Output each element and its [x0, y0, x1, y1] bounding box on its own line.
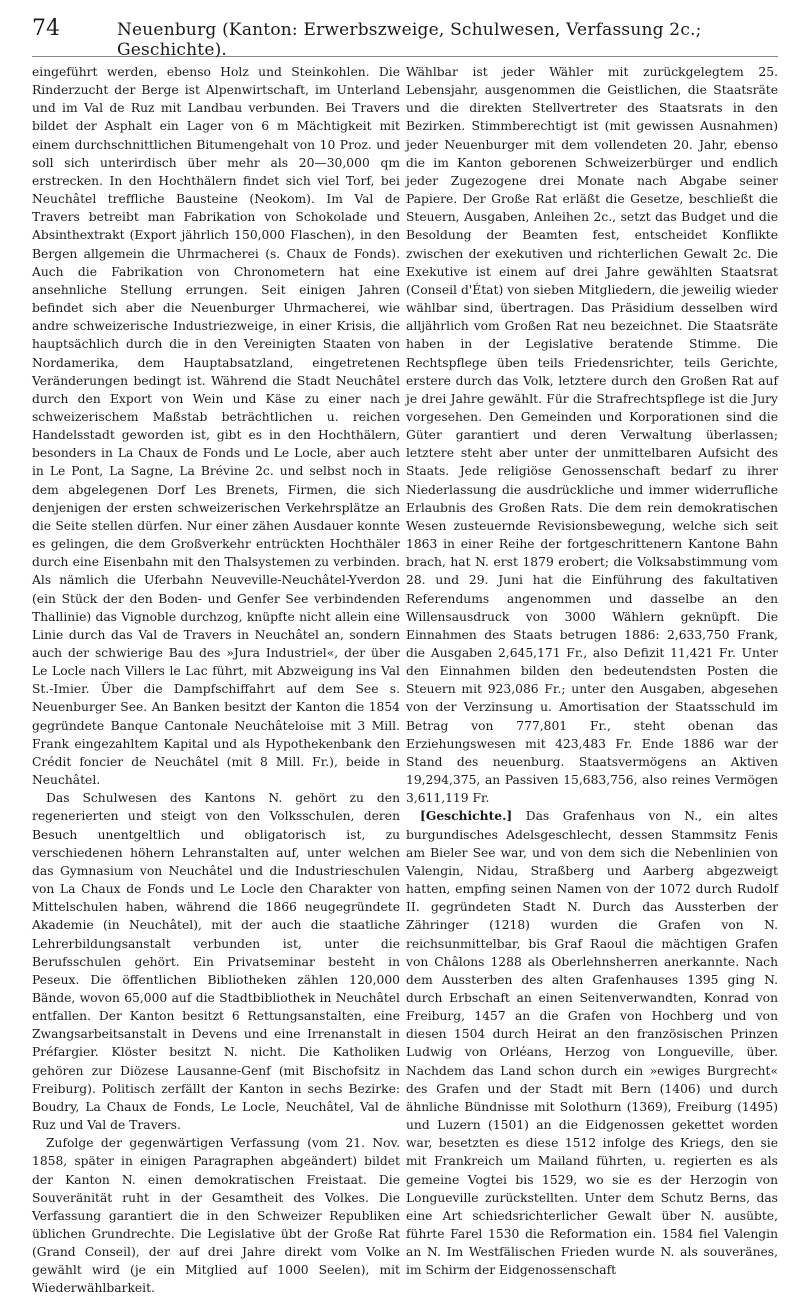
- paragraph-history: [406, 807, 778, 1279]
- left-column: [32, 63, 400, 1298]
- right-column: [406, 63, 778, 1298]
- paragraph-government: Wählbar ist jeder Wähler mit zurückgelegtem 25. Lebensjahr, ausgenommen die Geistlichen, die Staatsräte und die direkten Stellvertreter des Staatsrats in den Bezirken. Stimmberechtigt ist (mit gewissen Ausnahmen) jeder Neuenburger mit dem vollendeten 20. Jahr, ebenso die im Kanton geborenen Schweizerbürger und endlich jeder Zugezogene drei Monate nach Abgabe seiner Papiere. Der Große Rat erläßt die Gesetze, beschließt die Steuern, Ausgaben, Anleihen 2c., setzt das Budget und die Besoldung der Beamten fest, entscheidet Konflikte zwischen der exekutiven und richterlichen Gewalt 2c. Die Exekutive ist einem auf drei Jahre gewählten Staatsrat (Conseil d'État) von sieben Mitgliedern, die jeweilig wieder wählbar sind, übertragen. Das Präsidium desselben wird alljährlich vom Großen Rat neu bezeichnet. Die Staatsräte haben in der Legislative beratende Stimme. Die Rechtspflege üben teils Friedensrichter, teils Gerichte, erstere durch das Volk, letztere durch den Großen Rat auf je drei Jahre gewählt. Für die Strafrechtspflege ist die Jury vorgesehen. Den Gemeinden und Korporationen sind die Güter garantiert und deren Verwaltung überlassen; letztere steht aber unter der unmittelbaren Aufsicht des Staats. Jede religiöse Genossenschaft bedarf zu ihrer Niederlassung die ausdrückliche und immer widerrufliche Erlaubnis des Großen Rats. Die dem rein demokratischen Wesen zusteuernde Revisionsbewegung, welche sich seit 1863 in einer Reihe der fortgeschrittenern Kantone Bahn brach, hat N. erst 1879 erobert; die Volksabstimmung vom 28. und 29. Juni hat die Einführung des fakultativen Referendums angenommen und dasselbe an den Willensausdruck von 3000 Wählern geknüpft. Die Einnahmen des Staats betrugen 1886: 2,633,750 Frank, die Ausgaben 2,645,171 Fr., also Defizit 11,421 Fr. Unter den Einnahmen bilden den bedeutendsten Posten die Steuern mit 923,086 Fr.; unter den Ausgaben, abgesehen von der Verzinsung u. Amortisation der Staatsschuld im Betrag von 777,801 Fr., steht obenan das Erziehungswesen mit 423,483 Fr. Ende 1886 war der Stand des neuenburg. Staatsvermögens an Aktiven 19,294,375, an Passiven 15,683,756, also reines Vermögen 3,611,119 Fr.: [406, 65, 778, 806]
- paragraph-constitution: Zufolge der gegenwärtigen Verfassung (vom 21. Nov. 1858, später in einigen Paragraphen abgeändert) bildet der Kanton N. einen demokratischen Freistaat. Die Souveränität ruht in der Gesamtheit des Volkes. Die Verfassung garantiert die in den Schweizer Republiken üblichen Grundrechte. Die Legislative übt der Große Rat (Grand Conseil), der auf drei Jahre direkt vom Volke gewählt wird (je ein Mitglied auf 1000 Seelen), mit Wiederwählbarkeit.: [32, 1136, 400, 1296]
- text-columns: [32, 63, 778, 1298]
- section-label-history: [Geschichte.]: [420, 808, 513, 824]
- paragraph-education: Das Schulwesen des Kantons N. gehört zu den regenerierten und steigt von den Volksschulen, deren Besuch unentgeltlich und obligatorisch ist, zu verschiedenen höhern Lehranstalten auf, unter welchen das Gymnasium von Neuchâtel und die Industrieschulen von La Chaux de Fonds und Le Locle den Charakter von Mittelschulen haben, während die 1866 neugegründete Akademie (in Neuchâtel), mit der auch die staatliche Lehrerbildungsanstalt verbunden ist, unter die Berufsschulen gehört. Ein Privatseminar besteht in Peseux. Die öffentlichen Bibliotheken zählen 120,000 Bände, wovon 65,000 auf die Stadtbibliothek in Neuchâtel entfallen. Der Kanton besitzt 6 Rettungsanstalten, eine Zwangsarbeitsanstalt in Devens und eine Irrenanstalt in Préfargier. Klöster besitzt N. nicht. Die Katholiken gehören zur Diözese Lausanne-Genf (mit Bischofsitz in Freiburg). Politisch zerfällt der Kanton in sechs Bezirke: Boudry, La Chaux de Fonds, Le Locle, Neuchâtel, Val de Ruz und Val de Travers.: [32, 791, 400, 1133]
- running-head-title: Neuenburg (Kanton: Erwerbszweige, Schulwesen, Verfassung 2c.; Geschichte).: [116, 20, 702, 60]
- page-number: 74: [32, 16, 60, 41]
- running-header: [32, 16, 778, 60]
- paragraph-economy: eingeführt werden, ebenso Holz und Steinkohlen. Die Rinderzucht der Berge ist Alpenwirtschaft, im Unterland und im Val de Ruz mit Landbau verbunden. Bei Travers bildet der Asphalt ein Lager von 6 m Mächtigkeit mit einem durchschnittlichen Bitumengehalt von 10 Proz. und soll sich unterirdisch über mehr als 20—30,000 qm erstrecken. In den Hochthälern findet sich viel Torf, bei Neuchâtel treffliche Bausteine (Neokom). Im Val de Travers betreibt man Fabrikation von Schokolade und Absinthextrakt (Export jährlich 150,000 Flaschen), in den Bergen allgemein die Uhrmacherei (s. Chaux de Fonds). Auch die Fabrikation von Chronometern hat eine ansehnliche Stellung errungen. Seit einigen Jahren befindet sich aber die Neuenburger Uhrmacherei, wie andre schweizerische Industriezweige, in einer Krisis, die hauptsächlich durch die in den Vereinigten Staaten von Nordamerika, dem Hauptabsatzland, eingetretenen Veränderungen bedingt ist. Während die Stadt Neuchâtel durch den Export von Wein und Käse zu einer nach schweizerischem Maßstab beträchtlichen u. reichen Handelsstadt geworden ist, gibt es in den Hochthälern, besonders in La Chaux de Fonds und Le Locle, aber auch in Le Pont, La Sagne, La Brévine 2c. und selbst noch in dem abgelegenen Dorf Les Brenets, Firmen, die sich denjenigen der ersten schweizerischen Verkehrsplätze an die Seite stellen dürfen. Nur einer zähen Ausdauer konnte es gelingen, die dem Großverkehr entrückten Hochthäler durch eine Eisenbahn mit den Thalsystemen zu verbinden. Als nämlich die Uferbahn Neuveville-Neuchâtel-Yverdon (ein Stück der den Boden- und Genfer See verbindenden Thallinie) das Vignoble durchzog, knüpfte nicht allein eine Linie durch das Val de Travers in Neuchâtel an, sondern auch der schwierige Bau des »Jura Industriel«, der über Le Locle nach Villers le Lac führt, mit Abzweigung ins Val St.-Imier. Über die Dampfschiffahrt auf dem See s. Neuenburger See. An Banken besitzt der Kanton die 1854 gegründete Banque Cantonale Neuchâteloise mit 3 Mill. Frank eingezahltem Kapital und als Hypothekenbank den Crédit foncier de Neuchâtel (mit 8 Mill. Fr.), beide in Neuchâtel.: [32, 65, 400, 788]
- history-text: Das Grafenhaus von N., ein altes burgundisches Adelsgeschlecht, dessen Stammsitz Fenis am Bieler See war, und von dem sich die Nebenlinien von Valengin, Nidau, Straßberg und Aarberg abgezweigt hatten, empfing seinen Namen von der 1072 durch Rudolf II. gegründeten Stadt N. Durch das Aussterben der Zähringer (1218) wurden die Grafen von N. reichsunmittelbar, bis Graf Raoul die mächtigen Grafen von Châlons 1288 als Oberlehnsherren anerkannte. Nach dem Aussterben des alten Grafenhauses 1395 ging N. durch Erbschaft an einen Seitenverwandten, Konrad von Freiburg, 1457 an die Grafen von Hochberg und von diesen 1504 durch Heirat an den französischen Prinzen Ludwig von Orléans, Herzog von Longueville, über. Nachdem das Land schon durch ein »ewiges Burgrecht« des Grafen und der Stadt mit Bern (1406) und durch ähnliche Bündnisse mit Solothurn (1369), Freiburg (1495) und Luzern (1501) an die Eidgenossen gekettet worden war, besetzten es diese 1512 infolge des Kriegs, den sie mit Frankreich um Mailand führten, u. regierten es als gemeine Vogtei bis 1529, wo sie es der Herzogin von Longueville zurückstellten. Unter dem Schutz Berns, das eine Art schiedsrichterlicher Gewalt über N. ausübte, führte Farel 1530 die Reformation ein. 1584 fiel Valengin an N. Im Westfälischen Frieden wurde N. als souveränes, im Schirm der Eidgenossenschaft: [406, 809, 778, 1278]
